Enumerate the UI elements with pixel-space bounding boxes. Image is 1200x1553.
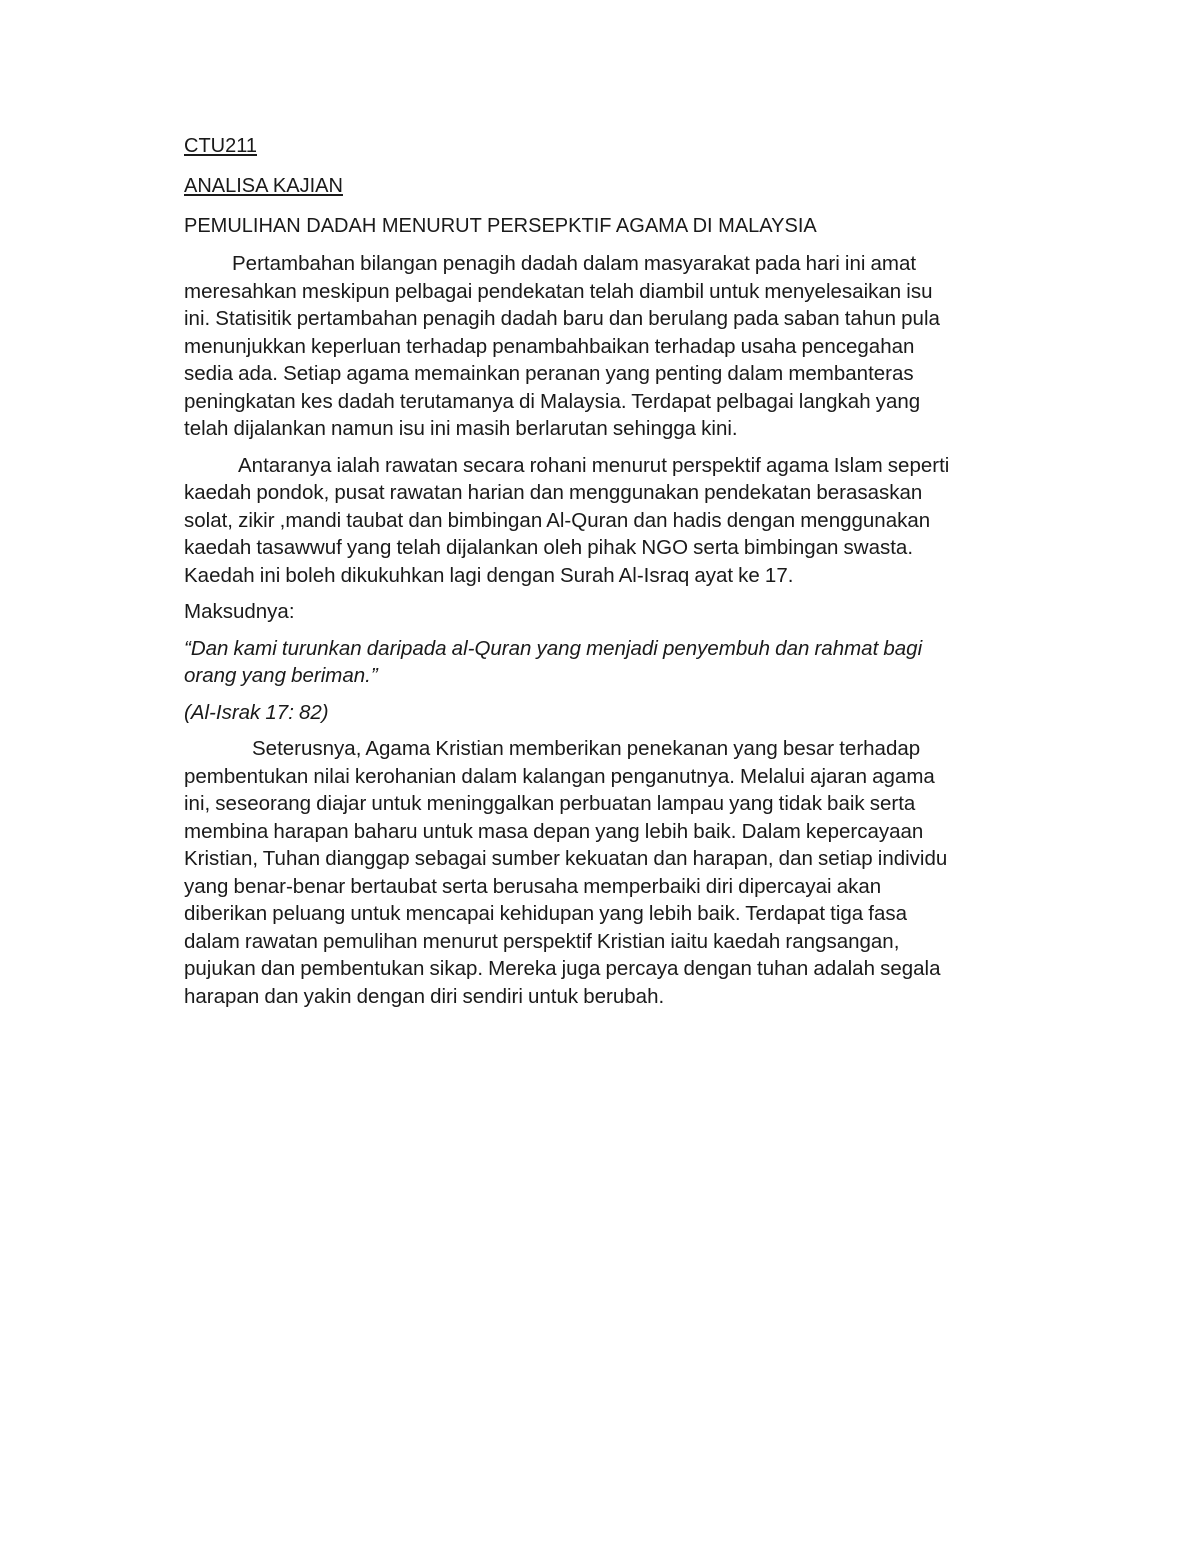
text-line: pembentukan nilai kerohanian dalam kalangan penganutnya. Melalui ajaran agama xyxy=(184,764,935,788)
paragraph-islam xyxy=(184,452,1024,590)
text-line: telah dijalankan namun isu ini masih berlarutan sehingga kini. xyxy=(184,417,738,440)
text-line: ini, seseorang diajar untuk meninggalkan perbuatan lampau yang tidak baik serta xyxy=(184,792,916,815)
text-line: harapan dan yakin dengan diri sendiri untuk berubah. xyxy=(184,984,665,1008)
section-heading: ANALISA KAJIAN xyxy=(184,175,343,197)
text-line: pujukan dan pembentukan sikap. Mereka juga percaya dengan tuhan adalah segala xyxy=(184,957,941,980)
text-line: Kristian, Tuhan dianggap sebagai sumber kekuatan dan harapan, dan setiap individu xyxy=(184,847,948,870)
text-line: dalam rawatan pemulihan menurut perspektif Kristian iaitu kaedah rangsangan, xyxy=(184,929,900,953)
text-line: Kaedah ini boleh dikukuhkan lagi dengan Surah Al-Israq ayat ke 17. xyxy=(184,563,794,587)
quote-line: orang yang beriman.” xyxy=(184,664,378,687)
text-line: solat, zikir ,mandi taubat dan bimbingan Al-Quran dan hadis dengan menggunakan xyxy=(184,508,931,532)
text-line: meresahkan meskipun pelbagai pendekatan telah diambil untuk menyelesaikan isu xyxy=(184,279,933,303)
paragraph-christian xyxy=(184,735,1024,1010)
text-line: sedia ada. Setiap agama memainkan peranan yang penting dalam membanteras xyxy=(184,362,914,385)
document-title: PEMULIHAN DADAH MENURUT PERSEPKTIF AGAMA DI MALAYSIA xyxy=(184,215,817,237)
text-line: Seterusnya, Agama Kristian memberikan penekanan yang besar terhadap xyxy=(252,737,921,760)
text-line: Antaranya ialah rawatan secara rohani menurut perspektif agama Islam seperti xyxy=(238,453,950,477)
text-line: Pertambahan bilangan penagih dadah dalam masyarakat pada hari ini amat xyxy=(232,252,917,275)
document-page xyxy=(184,132,1024,1019)
quran-quote xyxy=(184,635,1024,690)
quote-citation: (Al-Israk 17: 82) xyxy=(184,700,329,724)
text-line: kaedah tasawwuf yang telah dijalankan oleh pihak NGO serta bimbingan swasta. xyxy=(184,536,914,559)
text-line: yang benar-benar bertaubat serta berusaha memperbaiki diri dipercayai akan xyxy=(184,874,882,898)
text-line: peningkatan kes dadah terutamanya di Malaysia. Terdapat pelbagai langkah yang xyxy=(184,389,921,413)
meaning-label: Maksudnya: xyxy=(184,600,295,623)
course-code-heading: CTU211 xyxy=(184,135,257,157)
text-line: menunjukkan keperluan terhadap penambahbaikan terhadap usaha pencegahan xyxy=(184,334,915,358)
quote-line: “Dan kami turunkan daripada al-Quran yang menjadi penyembuh dan rahmat bagi xyxy=(184,636,923,660)
text-line: ini. Statisitik pertambahan penagih dadah baru dan berulang pada saban tahun pula xyxy=(184,307,940,330)
text-line: kaedah pondok, pusat rawatan harian dan menggunakan pendekatan berasaskan xyxy=(184,481,923,504)
text-line: membina harapan baharu untuk masa depan yang lebih baik. Dalam kepercayaan xyxy=(184,819,924,843)
text-line: diberikan peluang untuk mencapai kehidupan yang lebih baik. Terdapat tiga fasa xyxy=(184,902,908,925)
paragraph-intro xyxy=(184,250,1024,443)
